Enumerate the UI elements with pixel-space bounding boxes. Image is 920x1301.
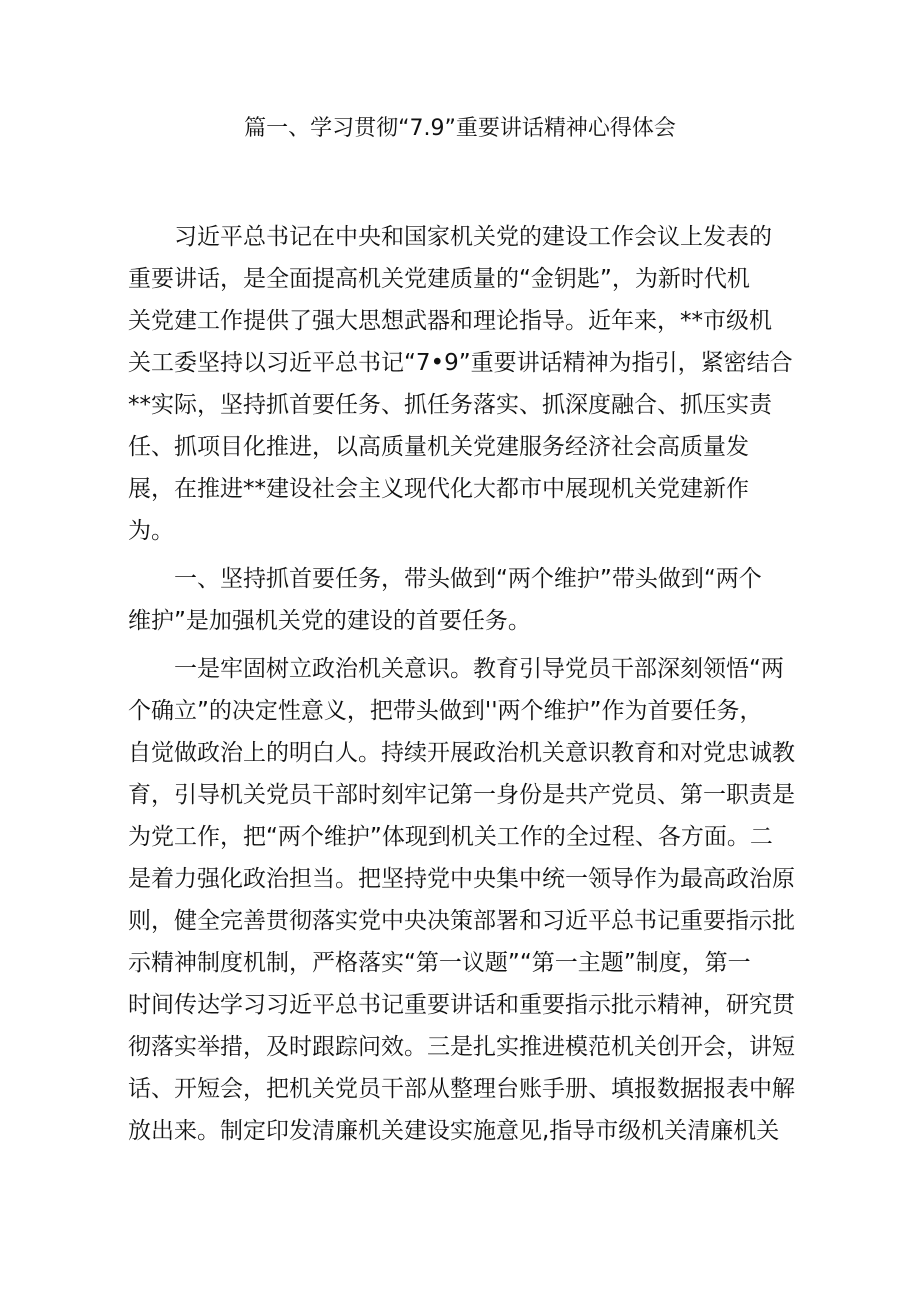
body-line: 示精神制度机制，严格落实“第一议题”“第一主题”制度，第一: [128, 950, 751, 976]
body-line: 则，健全完善贯彻落实党中央决策部署和习近平总书记重要指示批: [128, 908, 795, 934]
body-line: 是着力强化政治担当。把坚持党中央集中统一领导作为最高政治原: [128, 866, 795, 892]
document-body: [128, 216, 818, 1152]
body-line: 自觉做政治上的明白人。持续开展政治机关意识教育和对党忠诚教: [128, 740, 795, 766]
document-title: 篇一、学习贯彻“7.9”重要讲话精神心得体会: [244, 116, 676, 141]
body-line: 任、抓项目化推进，以高质量机关党建服务经济社会高质量发: [128, 434, 749, 460]
body-line: 习近平总书记在中央和国家机关党的建设工作会议上发表的: [128, 224, 772, 250]
body-line: 重要讲话，是全面提高机关党建质量的“金钥匙”，为新时代机: [128, 266, 750, 292]
body-line: 个确立”的决定性意义，把带头做到''两个维护”作为首要任务，: [128, 698, 763, 724]
body-line: 一、坚持抓首要任务，带头做到“两个维护”带头做到“两个: [128, 566, 762, 592]
body-line: **实际，坚持抓首要任务、抓任务落实、抓深度融合、抓压实责: [128, 392, 772, 418]
body-line: 展，在推进**建设社会主义现代化大都市中展现机关党建新作: [128, 476, 749, 502]
body-line: 话、开短会，把机关党员干部从整理台账手册、填报数据报表中解: [128, 1076, 795, 1102]
body-line: 育，引导机关党员干部时刻牢记第一身份是共产党员、第一职责是: [128, 782, 795, 808]
body-line: 关工委坚持以习近平总书记“7•9”重要讲话精神为指引，紧密结合: [128, 350, 793, 376]
body-line: 彻落实举措，及时跟踪问效。三是扎实推进模范机关创开会，讲短: [128, 1034, 795, 1060]
body-line: 关党建工作提供了强大思想武器和理论指导。近年来，**市级机: [128, 308, 772, 334]
body-line: 放出来。制定印发清廉机关建设实施意见,指导市级机关清廉机关: [128, 1118, 780, 1144]
body-line: 时间传达学习习近平总书记重要讲话和重要指示批示精神，研究贯: [128, 992, 795, 1018]
body-line: 为党工作，把“两个维护”体现到机关工作的全过程、各方面。二: [128, 824, 773, 850]
body-line: 维护”是加强机关党的建设的首要任务。: [128, 608, 531, 634]
body-line: 为。: [128, 518, 174, 544]
body-line: 一是牢固树立政治机关意识。教育引导党员干部深刻领悟“两: [128, 656, 784, 682]
